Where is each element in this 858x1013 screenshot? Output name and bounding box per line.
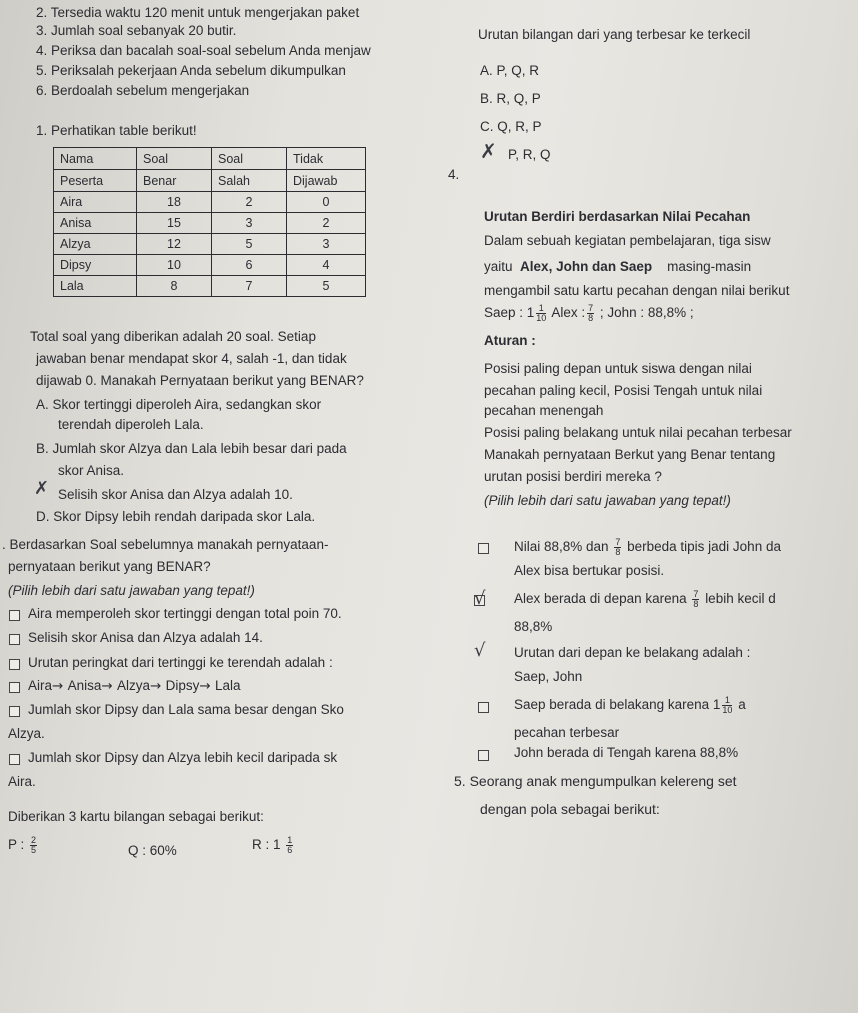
- q4-ask-line2: urutan posisi berdiri mereka ?: [484, 469, 662, 484]
- fraction-denominator: 6: [287, 845, 293, 855]
- table-header-row: [54, 148, 366, 170]
- q1-option-c[interactable]: Selisih skor Anisa dan Alzya adalah 10.: [58, 487, 293, 502]
- table-cell: Anisa: [54, 213, 137, 234]
- q2-option-2: Selisih skor Anisa dan Alzya adalah 14.: [28, 630, 263, 645]
- arrow-right-icon: →: [101, 678, 118, 694]
- fraction: [587, 304, 594, 323]
- q2-checkbox-2[interactable]: [9, 634, 20, 645]
- q2-option-4: Jumlah skor Dipsy dan Lala sama besar dengan Sko: [28, 702, 344, 717]
- fraction-denominator: 5: [31, 845, 37, 855]
- q4-rule-1-line2: pecahan paling kecil, Posisi Tengah untuk nilai: [484, 383, 763, 398]
- fraction: [286, 836, 293, 855]
- q3-question: Urutan bilangan dari yang terbesar ke terkecil: [478, 27, 751, 42]
- fraction-numerator: 7: [693, 589, 699, 599]
- q2-option-3: Urutan peringkat dari tertinggi ke terendah adalah :: [28, 655, 333, 670]
- rule-item-6: 6. Berdoalah sebelum mengerjakan: [36, 83, 250, 98]
- alex-value-label: Alex :: [551, 305, 586, 321]
- right-column: [440, 0, 858, 1013]
- q4-option-4: [514, 696, 746, 715]
- q4-option-text: Alex berada di depan karena: [514, 591, 687, 607]
- card-p: [8, 836, 39, 855]
- q4-rule-1: Posisi paling depan untuk siswa dengan nilai: [484, 361, 752, 376]
- card-r-label: R : 1: [252, 837, 281, 853]
- card-r: [252, 836, 295, 855]
- table-cell: 8: [137, 276, 212, 297]
- table-cell: 10: [137, 255, 212, 276]
- header-cell: Nama: [54, 148, 137, 170]
- table-cell: 3: [212, 213, 287, 234]
- table-row: [54, 255, 366, 276]
- fraction-numerator: 1: [287, 835, 293, 845]
- q4-para-line1: Dalam sebuah kegiatan pembelajaran, tiga sisw: [484, 233, 771, 248]
- q4-text: yaitu: [484, 259, 513, 274]
- q4-rule-2: Posisi paling belakang untuk nilai pecahan terbesar: [484, 425, 792, 440]
- q4-option-3-line2: Saep, John: [514, 669, 583, 684]
- arrow-right-icon: →: [52, 678, 68, 694]
- q4-hint: (Pilih lebih dari satu jawaban yang tepat!): [484, 493, 731, 508]
- q3-option-c[interactable]: C. Q, R, P: [480, 119, 542, 134]
- check-mark-icon: √: [474, 640, 486, 661]
- q2-checkbox-3[interactable]: [9, 659, 20, 670]
- fraction-denominator: 10: [536, 313, 547, 323]
- cross-mark-icon: ✗: [34, 478, 50, 499]
- q4-rule-1-line3: pecahan menengah: [484, 403, 604, 418]
- q4-names: Alex, John dan Saep: [520, 259, 653, 274]
- header-cell: Soal: [137, 148, 212, 170]
- table-row: [54, 192, 366, 213]
- card-p-label: P :: [8, 837, 25, 853]
- rule-item-5: 5. Periksalah pekerjaan Anda sebelum dikumpulkan: [36, 63, 346, 78]
- q1-option-a-line2: terendah diperoleh Lala.: [58, 417, 204, 432]
- rule-item-2: 2. Tersedia waktu 120 menit untuk mengerjakan paket: [36, 5, 360, 20]
- table-cell: 2: [212, 192, 287, 213]
- rule-item-4: 4. Periksa dan bacalah soal-soal sebelum Anda menjaw: [36, 43, 371, 58]
- q2-checkbox-3b[interactable]: [9, 682, 20, 693]
- fraction-numerator: 1: [536, 304, 546, 314]
- cross-mark-icon: ✗: [480, 139, 497, 163]
- table-cell: 12: [137, 234, 212, 255]
- q4-text: masing-masin: [667, 259, 752, 274]
- header-cell: Soal: [212, 148, 287, 170]
- q5-line1: 5. Seorang anak mengumpulkan kelereng set: [454, 773, 737, 789]
- table-cell: 0: [287, 192, 366, 213]
- q4-option-1-line2: Alex bisa bertukar posisi.: [514, 563, 665, 578]
- table-cell: 2: [287, 213, 366, 234]
- q4-option-4-line2: pecahan terbesar: [514, 725, 620, 740]
- table-cell: 5: [212, 234, 287, 255]
- q3-option-b[interactable]: B. R, Q, P: [480, 91, 541, 106]
- table-cell: 3: [287, 234, 366, 255]
- fraction-denominator: 8: [693, 599, 699, 609]
- john-value-label: ; John : 88,8% ;: [599, 305, 694, 321]
- q1-option-b[interactable]: B. Jumlah skor Alzya dan Lala lebih besar dari pada: [36, 441, 347, 456]
- table-cell: 7: [212, 276, 287, 297]
- q4-rules-title: Aturan :: [484, 333, 536, 348]
- header-cell: Salah: [212, 170, 287, 192]
- chain-item: Anisa: [67, 678, 102, 693]
- q2-option-3-chain: [28, 677, 241, 695]
- fraction: [722, 696, 732, 715]
- q4-option-1: [514, 538, 781, 557]
- q4-option-3[interactable]: Urutan dari depan ke belakang adalah :: [514, 645, 751, 660]
- fraction-numerator: 2: [31, 835, 37, 845]
- q4-option-2: [514, 590, 776, 609]
- table-cell: Lala: [54, 276, 137, 297]
- q2-option-1: Aira memperoleh skor tertinggi dengan total poin 70.: [28, 606, 342, 621]
- q4-option-text: Nilai 88,8% dan: [514, 539, 609, 555]
- saep-value-label: Saep : 1: [484, 305, 535, 321]
- q4-option-2-line2: 88,8%: [514, 619, 553, 634]
- arrow-right-icon: →: [150, 678, 166, 694]
- q1-text-line2: jawaban benar mendapat skor 4, salah -1, dan tidak: [36, 351, 347, 366]
- fraction-denominator: 8: [588, 313, 594, 323]
- q2-option-5-line2: Aira.: [8, 774, 36, 789]
- table-header-row: [54, 170, 366, 192]
- q2-option-4-line2: Alzya.: [8, 726, 45, 741]
- q1-option-b-line2: skor Anisa.: [58, 463, 125, 478]
- table-cell: 15: [137, 213, 212, 234]
- q4-option-5: John berada di Tengah karena 88,8%: [514, 745, 739, 760]
- table-cell: 4: [287, 255, 366, 276]
- q4-checkbox-4[interactable]: [478, 702, 489, 713]
- table-row: [54, 234, 366, 255]
- check-mark-icon: √: [474, 588, 486, 609]
- table-cell: Alzya: [54, 234, 137, 255]
- chain-item: Lala: [215, 678, 241, 693]
- q4-checkbox-5[interactable]: [478, 750, 489, 761]
- table-row: [54, 276, 366, 297]
- table-cell: 6: [212, 255, 287, 276]
- q2-text-line1: . Berdasarkan Soal sebelumnya manakah pernyataan-: [2, 537, 329, 552]
- q3-option-a[interactable]: A. P, Q, R: [480, 63, 540, 78]
- q1-text-line1: Total soal yang diberikan adalah 20 soal. Setiap: [30, 329, 316, 344]
- q1-option-a[interactable]: A. Skor tertinggi diperoleh Aira, sedangkan skor: [36, 397, 322, 412]
- q2-hint: (Pilih lebih dari satu jawaban yang tepat!): [8, 583, 255, 598]
- fraction: [692, 590, 699, 609]
- rule-item-3: 3. Jumlah soal sebanyak 20 butir.: [36, 23, 237, 38]
- score-table: [53, 147, 366, 297]
- fraction-numerator: 7: [588, 303, 594, 313]
- fraction-numerator: 7: [615, 537, 621, 547]
- table-cell: Dipsy: [54, 255, 137, 276]
- q4-values: [484, 304, 694, 323]
- q3-intro: Diberikan 3 kartu bilangan sebagai berikut:: [8, 809, 264, 824]
- fraction-denominator: 8: [615, 547, 621, 557]
- chain-item: Aira: [28, 678, 53, 693]
- fraction-numerator: 1: [722, 696, 732, 706]
- chain-item: Dipsy: [165, 678, 200, 693]
- table-cell: 18: [137, 192, 212, 213]
- q2-option-5: Jumlah skor Dipsy dan Alzya lebih kecil daripada sk: [28, 750, 338, 765]
- q1-intro: 1. Perhatikan table berikut!: [36, 123, 197, 138]
- q4-checkbox-1[interactable]: [478, 543, 489, 554]
- header-cell: Dijawab: [287, 170, 366, 192]
- q5-line2: dengan pola sebagai berikut:: [480, 801, 660, 817]
- q4-title: Urutan Berdiri berdasarkan Nilai Pecahan: [484, 209, 751, 224]
- q4-option-text: Saep berada di belakang karena 1: [514, 697, 721, 713]
- header-cell: Benar: [137, 170, 212, 192]
- q4-option-text: berbeda tipis jadi John da: [627, 539, 781, 555]
- q4-option-text: lebih kecil d: [705, 591, 776, 607]
- arrow-right-icon: →: [199, 678, 216, 694]
- q2-checkbox-4[interactable]: [9, 706, 20, 717]
- q2-checkbox-5[interactable]: [9, 754, 20, 765]
- q1-text-line3: dijawab 0. Manakah Pernyataan berikut yang BENAR?: [36, 373, 364, 388]
- fraction: [614, 538, 621, 557]
- header-cell: Tidak: [287, 148, 366, 170]
- q3-option-d[interactable]: P, R, Q: [508, 147, 551, 162]
- q4-ask-line1: Manakah pernyataan Berkut yang Benar tentang: [484, 447, 776, 462]
- q4-option-text: a: [738, 697, 746, 713]
- card-q: Q : 60%: [128, 843, 177, 858]
- q2-checkbox-1[interactable]: [9, 610, 20, 621]
- fraction: [30, 836, 37, 855]
- chain-item: Alzya: [117, 678, 151, 693]
- q4-para-line2: [484, 258, 751, 276]
- q1-option-d[interactable]: D. Skor Dipsy lebih rendah daripada skor Lala.: [36, 509, 316, 524]
- fraction-denominator: 10: [722, 705, 733, 715]
- q2-text-line2: pernyataan berikut yang BENAR?: [8, 559, 211, 574]
- header-cell: Peserta: [54, 170, 137, 192]
- table-row: [54, 213, 366, 234]
- table-cell: 5: [287, 276, 366, 297]
- q4-para-line3: mengambil satu kartu pecahan dengan nilai berikut: [484, 283, 790, 298]
- table-cell: Aira: [54, 192, 137, 213]
- fraction: [536, 304, 546, 323]
- q4-number: 4.: [448, 167, 460, 182]
